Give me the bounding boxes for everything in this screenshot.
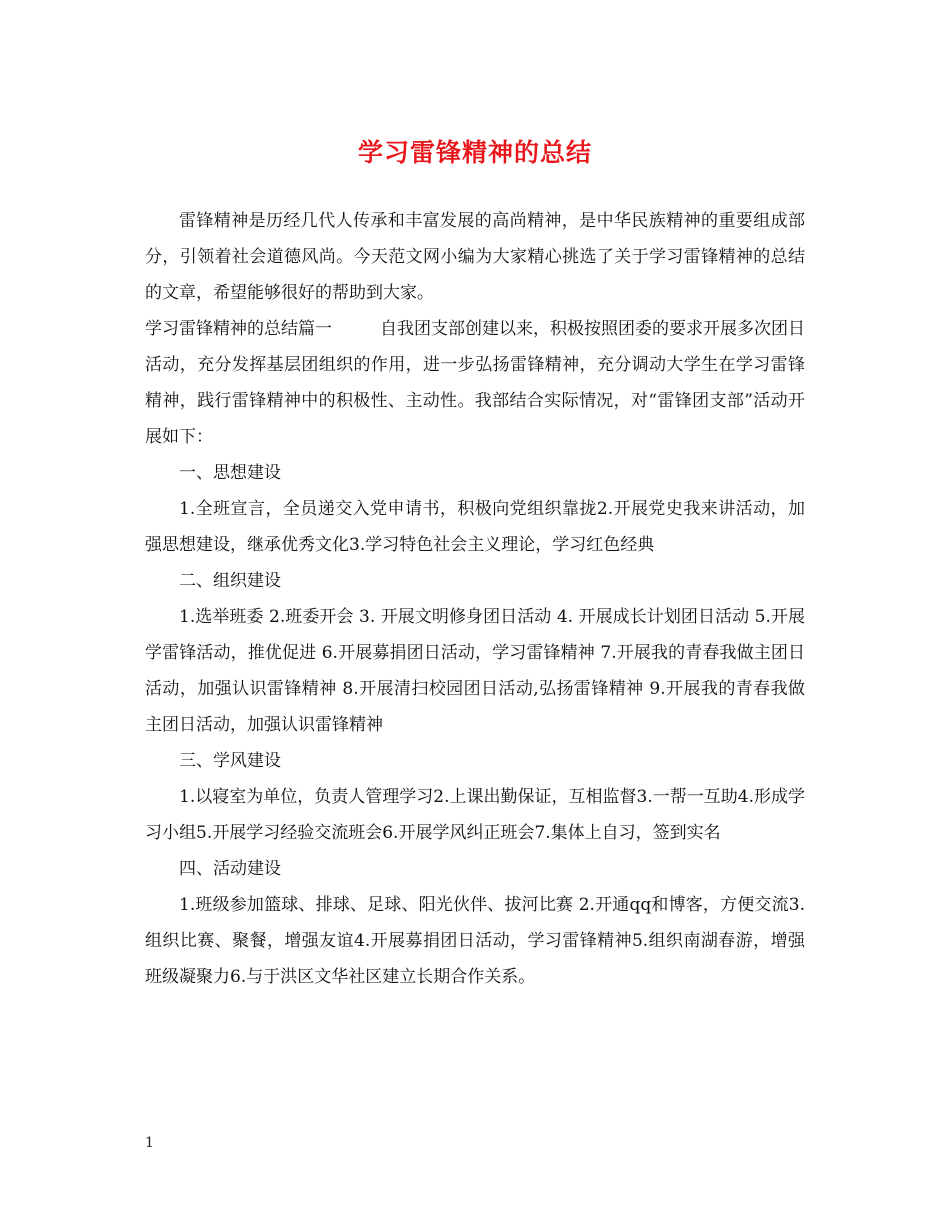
intro-paragraph: 雷锋精神是历经几代人传承和丰富发展的高尚精神，是中华民族精神的重要组成部分，引领着社会道德风尚。今天范文网小编为大家精心挑选了关于学习雷锋精神的总结的文章，希望能够很好的帮助到大家。 bbox=[145, 211, 805, 303]
content-organization: 1.选举班委 2.班委开会 3. 开展文明修身团日活动 4. 开展成长计划团日活动 5.开展学雷锋活动，推优促进 6.开展募捐团日活动，学习雷锋精神 7.开展我的青春我做主团日活动，加强认识雷锋精神 8.开展清扫校园团日活动,弘扬雷锋精神 9.开展我的青春我做主团日活动，加强认识雷锋精神 bbox=[145, 607, 805, 735]
heading-thought: 一、思想建设 bbox=[179, 463, 281, 483]
document-title: 学习雷锋精神的总结 bbox=[357, 138, 592, 167]
section-paragraph bbox=[145, 311, 805, 455]
document-body bbox=[145, 203, 805, 995]
heading-organization: 二、组织建设 bbox=[179, 571, 281, 591]
heading-activities: 四、活动建设 bbox=[179, 859, 281, 879]
section-label: 学习雷锋精神的总结篇一 bbox=[145, 319, 332, 339]
page-number: 1 bbox=[145, 1135, 154, 1151]
heading-study-style: 三、学风建设 bbox=[179, 751, 281, 771]
content-study-style: 1.以寝室为单位，负责人管理学习2.上课出勤保证，互相监督3.一帮一互助4.形成学习小组5.开展学习经验交流班会6.开展学风纠正班会7.集体上自习，签到实名 bbox=[145, 787, 805, 843]
content-thought: 1.全班宣言，全员递交入党申请书，积极向党组织靠拢2.开展党史我来讲活动，加强思想建设，继承优秀文化3.学习特色社会主义理论，学习红色经典 bbox=[145, 499, 805, 555]
content-activities: 1.班级参加篮球、排球、足球、阳光伙伴、拔河比赛 2.开通qq和博客，方便交流3.组织比赛、聚餐，增强友谊4.开展募捐团日活动，学习雷锋精神5.组织南湖春游，增强班级凝聚力6.与于洪区文华社区建立长期合作关系。 bbox=[145, 895, 805, 987]
section-intro: 自我团支部创建以来，积极按照团委的要求开展多次团日活动，充分发挥基层团组织的作用，进一步弘扬雷锋精神，充分调动大学生在学习雷锋精神，践行雷锋精神中的积极性、主动性。我部结合实际情况，对“雷锋团支部”活动开展如下： bbox=[145, 319, 805, 447]
